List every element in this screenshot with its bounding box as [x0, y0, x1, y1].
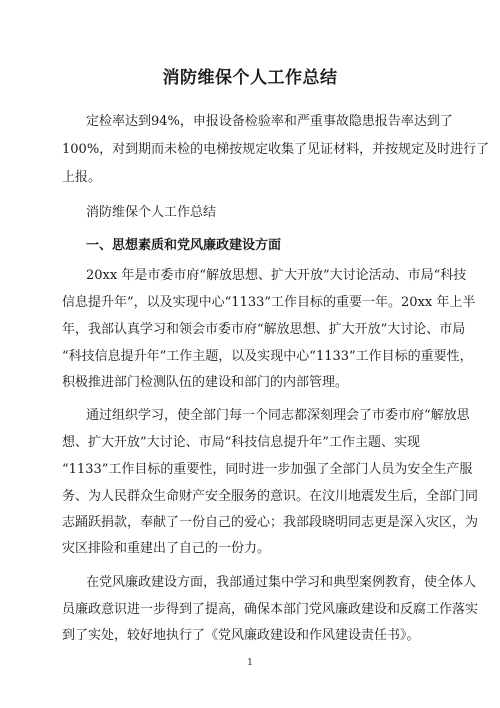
- text-line: 想、扩大开放”大讨论、市局“科技信息提升年”工作主题、实现: [62, 435, 420, 450]
- text-line: 务、为人民群众生命财产安全服务的意识。在汶川地震发生后，全部门同: [62, 489, 479, 504]
- text-line: 灾区排险和重建出了自己的一份力。: [62, 541, 271, 556]
- subtitle-line: 消防维保个人工作总结: [86, 205, 217, 220]
- text-line: “1133”工作目标的重要性，同时进一步加强了全部门人员为安全生产服: [62, 462, 473, 477]
- text-line: 100%，对到期而未检的电梯按规定收集了见证材料，并按规定及时进行了: [62, 142, 490, 157]
- text-line: 年，我部认真学习和领会市委市府“解放思想、扩大开放”大讨论、市局: [62, 322, 466, 337]
- text-line: 在党风廉政建设方面，我部通过集中学习和典型案例教育，使全体人: [86, 575, 477, 590]
- text-line: 志踊跃捐款，奉献了一份自己的爱心；我部段晓明同志更是深入灾区，为: [62, 515, 479, 530]
- section-heading: 一、思想素质和党风廉政建设方面: [86, 238, 282, 253]
- text-line: 上报。: [62, 170, 102, 185]
- text-line: 通过组织学习，使全部门每一个同志都深刻理会了市委市府“解放思: [86, 408, 470, 423]
- text-line: 信息提升年”，以及实现中心“1133”工作目标的重要一年。20xx 年上半: [62, 295, 476, 310]
- text-line: 积极推进部门检测队伍的建设和部门的内部管理。: [62, 375, 349, 390]
- text-line: 定检率达到94%，申报设备检验率和严重事故隐患报告率达到了: [86, 114, 453, 129]
- text-line: 20xx 年是市委市府“解放思想、扩大开放”大讨论活动、市局“科技: [86, 268, 467, 283]
- page-number: 1: [247, 658, 253, 668]
- text-line: “科技信息提升年”工作主题，以及实现中心“1133”工作目标的重要性，: [62, 349, 473, 364]
- text-line: 到了实处，较好地执行了《党风廉政建设和作风建设责任书》。: [62, 628, 420, 643]
- text-line: 员廉政意识进一步得到了提高，确保本部门党风廉政建设和反腐工作落实: [62, 602, 479, 617]
- document-title: 消防维保个人工作总结: [162, 68, 338, 88]
